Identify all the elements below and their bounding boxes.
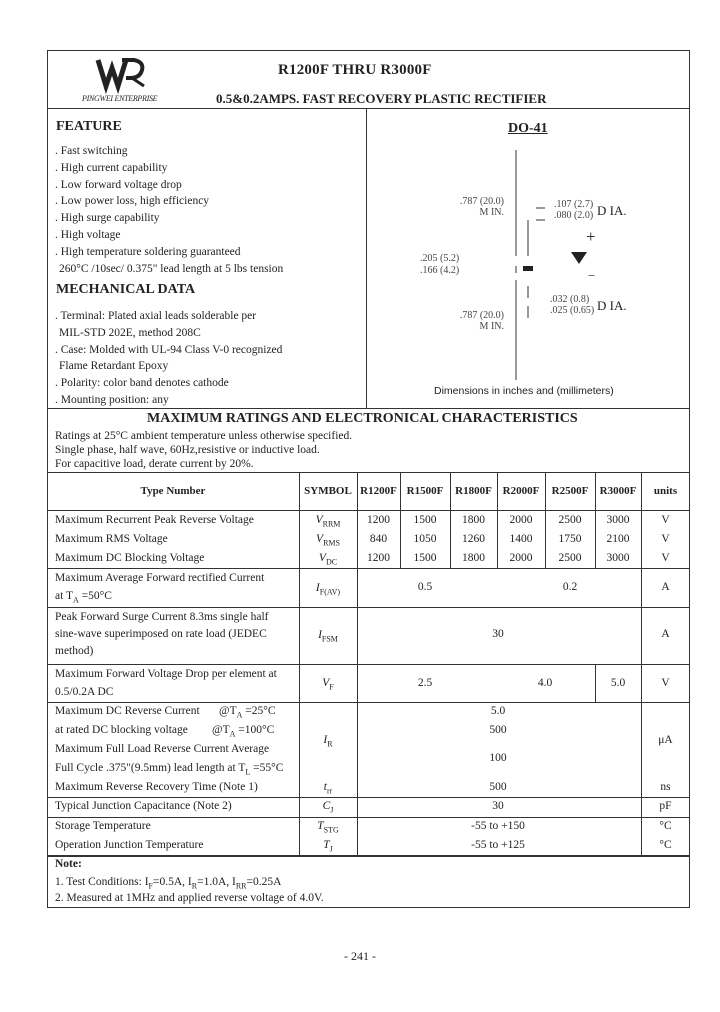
table-cell: 500 [489,781,507,793]
row-symbol: $T_{STG}$ [317,820,339,835]
table-line [47,472,690,473]
company-logo [82,56,172,106]
table-line [299,472,300,856]
header-part: R1800F [455,485,492,497]
list-item: . High surge capability [55,212,160,225]
diode-symbol [571,252,587,264]
table-cell: 30 [492,628,504,640]
row-label: method) [55,645,94,657]
row-unit: V [661,677,670,689]
list-item: . High temperature soldering guaranteed [55,245,241,258]
row-unit: A [661,628,670,640]
table-line [47,510,690,511]
row-symbol: $I_R$ [323,734,333,749]
list-item: . Case: Molded with UL-94 Class V-0 recognized [55,343,283,356]
row-unit: V [661,514,670,526]
list-item: . Mounting position: any [55,393,169,406]
table-cell: 1200 [367,514,390,526]
list-item: . Low power loss, high efficiency [55,195,210,208]
row-label: Storage Temperature [55,820,151,832]
row-label: at $T_A =50^\circ C$ [55,590,112,605]
page-number: - 241 - [344,949,376,963]
feature-heading: FEATURE [56,119,122,134]
row-unit: pF [659,800,672,812]
cathode-band [523,266,533,271]
list-item: Flame Retardant Epoxy [59,360,169,373]
table-cell: -55 to +150 [471,820,525,832]
table-cell: 1800 [462,552,485,564]
row-symbol: $I_{F(AV)}$ [315,582,341,597]
table-cell: 500 [489,724,507,736]
table-cell: 1500 [413,552,437,564]
table-cell: 1050 [413,533,437,545]
ratings-heading: MAXIMUM RATINGS AND ELECTRONICAL CHARACTERISTICS [147,411,578,426]
list-item: . Low forward voltage drop [55,178,182,191]
mechanical-heading: MECHANICAL DATA [56,282,196,297]
divider [47,408,690,409]
row-label: Maximum RMS Voltage [55,533,168,545]
note-1: 1. Test Conditions: $I_F=0.5A$, $I_R=1.0A$, $I_{RR}=0.25A$ [55,876,282,891]
dim-body-dia: .107 (2.7) .080 (2.0) [554,199,594,221]
ratings-notes: Ratings at 25°C ambient temperature unless otherwise specified. Single phase, half wave, 60Hz,resistive or inductive load. For capacitive load, derate current by 20%. [55,430,353,470]
row-label: Maximum Forward Voltage Drop per element at [55,668,277,680]
table-cell: 2500 [558,552,582,564]
row-symbol: $C_J$ [322,800,334,815]
table-cell: 3000 [606,514,630,526]
row-label: Maximum Full Load Reverse Current Average [55,743,270,755]
table-cell: 4.0 [537,677,553,689]
row-symbol: $V_{RMS}$ [316,533,340,548]
row-label: Typical Junction Capacitance (Note 2) [55,800,232,812]
plus-sign: + [586,227,596,246]
table-cell: 1200 [367,552,390,564]
table-cell: 1260 [462,533,485,545]
header-part: R1200F [360,485,397,497]
table-cell: 2000 [509,552,533,564]
dim-body-length: .205 (5.2) .166 (4.2) [420,253,460,276]
row-label: sine-wave superimposed on rate load (JEDEC [55,628,267,640]
table-cell: 5.0 [610,677,626,689]
row-symbol: $T_J$ [323,839,333,854]
row-label: Peak Forward Surge Current 8.3ms single half [55,611,269,623]
dim-lead-dia: .032 (0.8) .025 (0.65) [550,294,595,316]
table-cell: 840 [369,533,388,545]
row-label: Maximum DC Reverse Current [55,705,200,717]
table-cell: 2500 [558,514,582,526]
table-cell: -55 to +125 [471,839,525,851]
row-label: Full Cycle .375"(9.5mm) lead length at $T_L =55^\circ C$ [55,762,284,777]
row-symbol: $V_{DC}$ [318,552,338,567]
table-cell: 3000 [606,552,630,564]
mechanical-list [55,308,282,409]
row-label: Maximum DC Blocking Voltage [55,552,205,564]
row-unit: V [661,552,670,564]
list-item: . Terminal: Plated axial leads solderable per [55,310,257,322]
list-item: . High current capability [55,161,168,174]
logo-text: PINGWEI ENTERPRISE [82,94,158,103]
row-label: Operation Junction Temperature [55,839,204,851]
row-symbol: $V_F$ [322,677,334,692]
dia-label-1: D IA. [597,203,627,218]
row-unit: μA [658,734,673,746]
table-line [357,472,358,856]
row-unit: A [661,581,670,593]
list-item: 260°C /10sec/ 0.375" lead length at 5 lbs tension [59,262,284,275]
minus-sign: − [588,268,596,283]
table-line [47,702,690,703]
row-label: Maximum Average Forward rectified Current [55,572,265,584]
list-item: . Polarity: color band denotes cathode [55,377,229,390]
header-part: R2000F [502,485,540,497]
row-symbol: $V_{RRM}$ [315,514,341,529]
header-type: Type Number [140,485,206,497]
row-label: $@T_A =100^\circ C$ [212,724,275,739]
row-unit: °C [659,820,672,832]
table-cell: 2000 [509,514,533,526]
dim-lead-top: .787 (20.0) M IN. [459,196,504,218]
row-label: Maximum Recurrent Peak Reverse Voltage [55,514,254,526]
row-unit: ns [660,781,671,793]
row-unit: °C [659,839,672,851]
notes-heading: Note: [55,858,82,870]
list-item: . Fast switching [55,145,128,157]
table-cell: 5.0 [490,705,506,717]
table-cell: 2100 [606,533,630,545]
table-line [47,797,690,798]
table-line [47,817,690,818]
table-line [47,568,690,569]
table-line [47,607,690,608]
page-title: R1200F THRU R3000F [278,62,432,78]
row-label: 0.5/0.2A DC [55,686,114,698]
header-part: R3000F [599,485,637,497]
table-cell: 1800 [462,514,485,526]
row-label: $@T_A =25^\circ C$ [219,705,276,720]
page-subtitle: 0.5&0.2AMPS. FAST RECOVERY PLASTIC RECTIFIER [216,91,547,106]
list-item: MIL-STD 202E, method 208C [59,326,201,339]
package-name: DO-41 [508,121,548,136]
row-unit: V [661,533,670,545]
table-cell: 30 [492,800,504,812]
table-cell: 1400 [509,533,533,545]
row-symbol: $I_{FSM}$ [318,629,338,644]
table-cell: 2.5 [417,677,433,689]
table-line [47,664,690,665]
dim-lead-bottom: .787 (20.0) M IN. [459,310,504,332]
table-cell: 0.5 [417,581,433,593]
package-outline-drawing [366,108,690,408]
row-label: at rated DC blocking voltage [55,724,188,736]
feature-list [55,143,283,277]
table-cell: 1500 [413,514,437,526]
header-part: R1500F [406,485,444,497]
dia-label-2: D IA. [597,298,627,313]
row-symbol: $t_{rr}$ [323,781,333,796]
row-label: Maximum Reverse Recovery Time (Note 1) [55,781,258,793]
table-cell: 100 [489,752,507,764]
table-cell: 0.2 [562,581,578,593]
list-item: . High voltage [55,228,121,241]
header-symbol: SYMBOL [304,485,352,497]
note-2: 2. Measured at 1MHz and applied reverse voltage of 4.0V. [55,892,324,904]
table-cell: 1750 [558,533,582,545]
table-line [641,472,642,856]
dimension-caption: Dimensions in inches and (millimeters) [434,385,614,397]
header-part: R2500F [551,485,589,497]
header-units: units [653,485,678,497]
